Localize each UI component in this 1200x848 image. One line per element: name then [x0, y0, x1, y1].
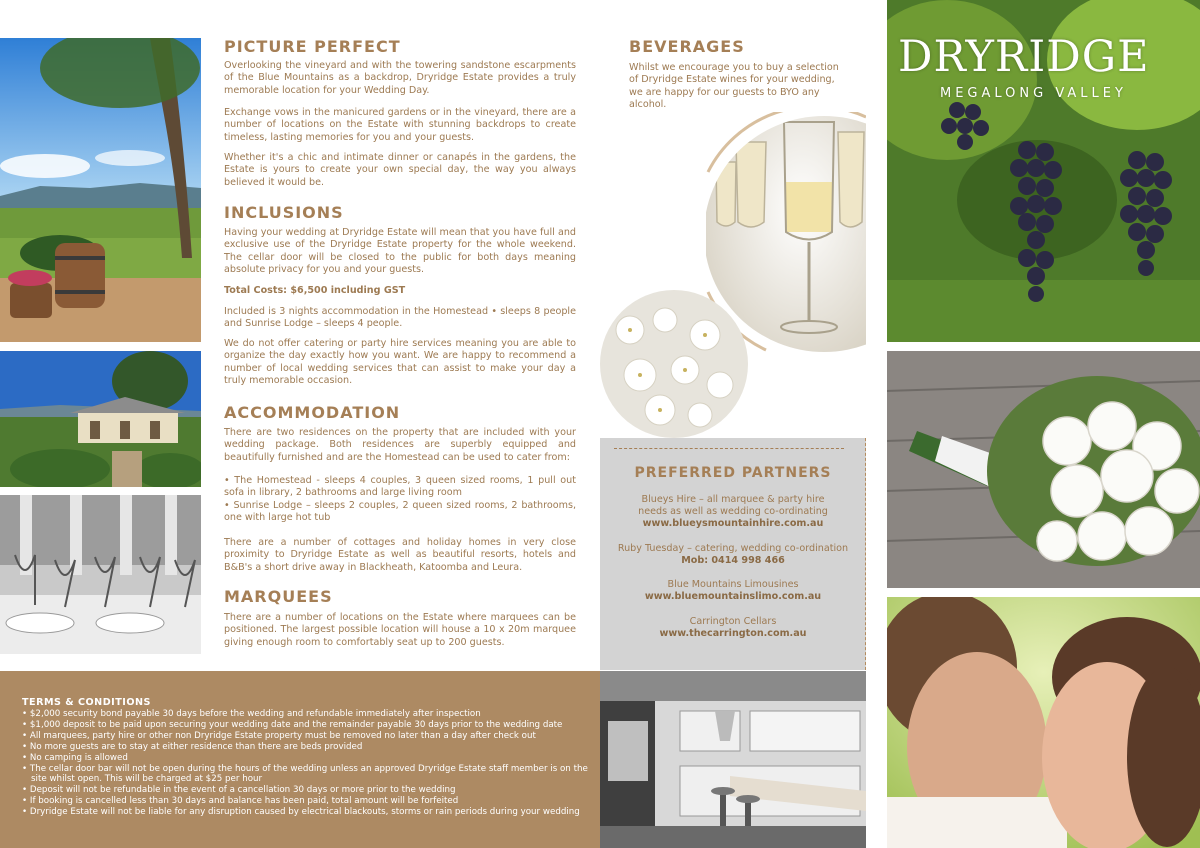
partners-top-rule: [614, 448, 844, 449]
kitchen-photo: [600, 671, 866, 848]
couple-photo: [887, 597, 1200, 848]
vineyard-barrel-photo: [0, 38, 201, 342]
partner-limo-link[interactable]: www.bluemountainslimo.com.au: [644, 591, 822, 602]
terms-heading: TERMS & CONDITIONS: [22, 697, 151, 708]
white-flowers-photo: [600, 290, 748, 438]
terms-item: • $2,000 security bond payable 30 days before the wedding and refundable immediately after inspection: [22, 709, 588, 720]
homestead-photo: [0, 351, 201, 487]
dryridge-logo: DRYRIDGE: [898, 32, 1150, 82]
terms-item: • Deposit will not be refundable in the event of a cancellation 30 days or more prior to the wedding: [22, 785, 588, 796]
inclusions-total-cost: Total Costs: $6,500 including GST: [224, 285, 406, 296]
partner-ruby-mobile: Mob: 0414 998 466: [681, 555, 785, 566]
inclusions-p2: Included is 3 nights accommodation in the Homestead • sleeps 8 people and Sunrise Lodge – sleeps 4 people.: [224, 306, 576, 330]
partner-carrington-name: Carrington Cellars: [689, 616, 777, 627]
terms-list: [22, 709, 588, 818]
beverages-heading: BEVERAGES: [629, 37, 745, 56]
preferred-partners-panel: [600, 438, 866, 670]
terms-item: • The cellar door bar will not be open during the hours of the wedding unless an approved Dryridge Estate staff member is on the site whilst open. This will be charged at $25 per hour: [22, 764, 588, 786]
bouquet-photo: [887, 351, 1200, 588]
table-setting-photo: [0, 495, 201, 654]
picture-perfect-p3: Whether it's a chic and intimate dinner or canapés in the gardens, the Estate is yours to create your own special day, the way you always believed it would be.: [224, 152, 576, 188]
partner-blueys-link[interactable]: www.blueysmountainhire.com.au: [642, 518, 824, 529]
inclusions-p3: We do not offer catering or party hire services meaning you are able to organize the day exactly how you want. We are happy to recommend a number of local wedding services that can assist to make your day a truly memorable occasion.: [224, 338, 576, 387]
terms-item: • If booking is cancelled less than 30 days and balance has been paid, total amount will be forfeited: [22, 796, 588, 807]
partners-heading: PREFERRED PARTNERS: [634, 465, 832, 481]
dryridge-tagline: MEGALONG VALLEY: [940, 86, 1127, 101]
partner-limo-name: Blue Mountains Limousines: [667, 579, 799, 590]
picture-perfect-heading: PICTURE PERFECT: [224, 37, 401, 56]
terms-panel: [0, 671, 600, 848]
marquees-heading: MARQUEES: [224, 587, 333, 606]
partner-carrington-link[interactable]: www.thecarrington.com.au: [659, 628, 807, 639]
picture-perfect-p2: Exchange vows in the manicured gardens or in the vineyard, there are a number of locations on the Estate with stunning backdrops to create timeless, lasting memories for you and your guests.: [224, 107, 576, 143]
terms-item: • No camping is allowed: [22, 753, 588, 764]
accommodation-p2: There are a number of cottages and holiday homes in very close proximity to Dryridge Estate as well as beautiful resorts, hotels and B&B's a short drive away in Blackheath, Katoomba and Leura.: [224, 537, 576, 573]
accommodation-item-homestead: • The Homestead - sleeps 4 couples, 3 queen sized rooms, 1 pull out sofa in library, 2 bathrooms and large living room: [224, 475, 576, 499]
partner-blueys-desc-2: needs as well as wedding co-ordinating: [638, 506, 828, 517]
partner-ruby-desc: Ruby Tuesday – catering, wedding co-ordination: [617, 543, 849, 554]
partner-blueys-desc-1: Blueys Hire – all marquee & party hire: [641, 494, 825, 505]
inclusions-p1: Having your wedding at Dryridge Estate will mean that you have full and exclusive use of the Dryridge Estate property for the whole weekend. The cellar door will be closed to the public for both days meaning absolute privacy for you and your guests.: [224, 227, 576, 276]
terms-item: • Dryridge Estate will not be liable for any disruption caused by electrical blackouts, storms or rain periods during your wedding: [22, 807, 588, 818]
accommodation-item-sunrise-lodge: • Sunrise Lodge – sleeps 2 couples, 2 queen sized rooms, 2 bathrooms, one with large hot tub: [224, 500, 576, 524]
accommodation-heading: ACCOMMODATION: [224, 403, 401, 422]
inclusions-heading: INCLUSIONS: [224, 203, 344, 222]
terms-item: • $1,000 deposit to be paid upon securing your wedding date and the remainder payable 30 days prior to the wedding date: [22, 720, 588, 731]
marquees-p1: There are a number of locations on the Estate where marquees can be positioned. The largest possible location will house a 10 x 20m marquee giving enough room to comfortably seat up to 200 guests.: [224, 612, 576, 648]
terms-item: • All marquees, party hire or other non Dryridge Estate property must be removed no later than a day after check out: [22, 731, 588, 742]
accommodation-p1: There are two residences on the property that are included with your wedding package. Both residences are superbly equipped and beautifully furnished and are the Homestead can be used to cater from:: [224, 427, 576, 463]
terms-item: • No more guests are to stay at either residence than there are beds provided: [22, 742, 588, 753]
picture-perfect-p1: Overlooking the vineyard and with the towering sandstone escarpments of the Blue Mountains as a backdrop, Dryridge Estate provides a truly memorable location for your Wedding Day.: [224, 60, 576, 96]
beverages-p1: Whilst we encourage you to buy a selection of Dryridge Estate wines for your wedding, we are happy for our guests to BYO any alcohol.: [629, 62, 839, 111]
